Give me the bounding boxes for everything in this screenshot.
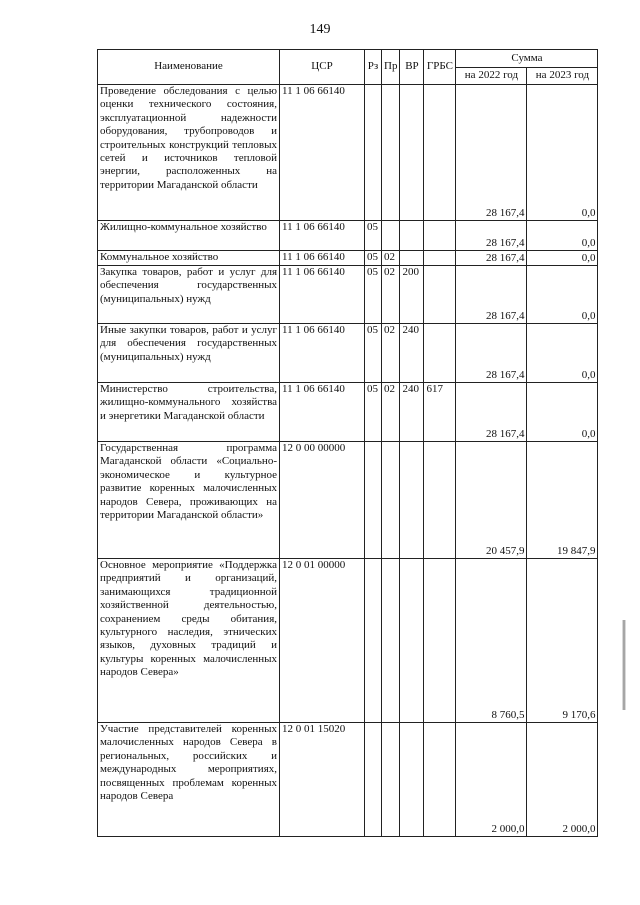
row-sum-2023: 9 170,6 — [527, 559, 598, 723]
row-pr: 02 — [382, 251, 400, 266]
row-pr — [382, 559, 400, 723]
row-sum-2022: 28 167,4 — [456, 383, 527, 442]
header-name: Наименование — [98, 50, 280, 85]
table-row — [98, 221, 598, 251]
row-pr — [382, 442, 400, 559]
header-pr: Пр — [382, 50, 400, 85]
row-rz — [365, 559, 382, 723]
row-sum-2022: 28 167,4 — [456, 85, 527, 221]
header-year-2023: на 2023 год — [527, 68, 598, 85]
header-rz: Рз — [365, 50, 382, 85]
row-name: Проведение обследования с целью оценки технического состояния, эксплуатационной надежности оборудования, трубопроводов и строительных конструкций тепловых сетей и источников тепловой энергии, расположенных на территории Магаданской области — [98, 85, 280, 221]
row-sum-2023: 19 847,9 — [527, 442, 598, 559]
scan-shadow — [622, 620, 626, 710]
row-vr — [400, 442, 424, 559]
row-name: Закупка товаров, работ и услуг для обеспечения государственных (муниципальных) нужд — [98, 266, 280, 324]
header-csr: ЦСР — [280, 50, 365, 85]
row-vr — [400, 85, 424, 221]
row-sum-2023: 0,0 — [527, 324, 598, 383]
table-row — [98, 383, 598, 442]
row-rz — [365, 442, 382, 559]
row-sum-2023: 0,0 — [527, 266, 598, 324]
table-body — [98, 85, 598, 837]
row-grbs — [424, 221, 456, 251]
row-csr: 11 1 06 66140 — [280, 324, 365, 383]
row-sum-2022: 28 167,4 — [456, 251, 527, 266]
table-row — [98, 266, 598, 324]
budget-table — [97, 49, 598, 837]
row-rz: 05 — [365, 266, 382, 324]
row-csr: 11 1 06 66140 — [280, 266, 365, 324]
header-sum: Сумма — [456, 50, 598, 68]
row-grbs — [424, 559, 456, 723]
header-year-2022: на 2022 год — [456, 68, 527, 85]
row-rz: 05 — [365, 383, 382, 442]
row-sum-2023: 2 000,0 — [527, 723, 598, 837]
row-vr: 240 — [400, 324, 424, 383]
row-pr — [382, 85, 400, 221]
header-vr: ВР — [400, 50, 424, 85]
row-sum-2022: 28 167,4 — [456, 221, 527, 251]
row-grbs — [424, 85, 456, 221]
row-sum-2023: 0,0 — [527, 251, 598, 266]
row-vr — [400, 251, 424, 266]
row-name: Иные закупки товаров, работ и услуг для обеспечения государственных (муниципальных) нужд — [98, 324, 280, 383]
row-name: Министерство строительства, жилищно-коммунального хозяйства и энергетики Магаданской области — [98, 383, 280, 442]
row-rz: 05 — [365, 221, 382, 251]
header-grbs: ГРБС — [424, 50, 456, 85]
row-grbs — [424, 324, 456, 383]
page-number: 149 — [309, 22, 331, 37]
row-csr: 11 1 06 66140 — [280, 251, 365, 266]
row-csr: 11 1 06 66140 — [280, 383, 365, 442]
row-csr: 12 0 01 00000 — [280, 559, 365, 723]
row-csr: 11 1 06 66140 — [280, 85, 365, 221]
row-pr: 02 — [382, 383, 400, 442]
row-grbs — [424, 442, 456, 559]
row-grbs — [424, 251, 456, 266]
table-row — [98, 442, 598, 559]
row-sum-2022: 20 457,9 — [456, 442, 527, 559]
table-row — [98, 85, 598, 221]
row-name: Участие представителей коренных малочисленных народов Севера в региональных, российских и международных мероприятиях, посвященных проблемам коренных народов Севера — [98, 723, 280, 837]
row-sum-2022: 8 760,5 — [456, 559, 527, 723]
row-sum-2023: 0,0 — [527, 383, 598, 442]
row-name: Основное мероприятие «Поддержка предприятий и организаций, занимающихся традиционной хозяйственной деятельностью, сохранением среды обитания, культурного наследия, этнических языков, духовных традиций и культуры коренных малочисленных народов Севера» — [98, 559, 280, 723]
row-name: Жилищно-коммунальное хозяйство — [98, 221, 280, 251]
row-csr: 12 0 00 00000 — [280, 442, 365, 559]
row-sum-2022: 28 167,4 — [456, 266, 527, 324]
row-name: Государственная программа Магаданской области «Социально-экономическое и культурное развитие коренных малочисленных народов Севера, проживающих на территории Магаданской области» — [98, 442, 280, 559]
row-grbs: 617 — [424, 383, 456, 442]
row-name: Коммунальное хозяйство — [98, 251, 280, 266]
table-row — [98, 251, 598, 266]
row-pr: 02 — [382, 324, 400, 383]
row-rz — [365, 723, 382, 837]
row-csr: 11 1 06 66140 — [280, 221, 365, 251]
row-grbs — [424, 266, 456, 324]
row-pr — [382, 221, 400, 251]
table-row — [98, 723, 598, 837]
row-sum-2023: 0,0 — [527, 85, 598, 221]
row-sum-2022: 2 000,0 — [456, 723, 527, 837]
row-rz: 05 — [365, 324, 382, 383]
row-vr — [400, 723, 424, 837]
row-vr: 240 — [400, 383, 424, 442]
row-sum-2023: 0,0 — [527, 221, 598, 251]
row-sum-2022: 28 167,4 — [456, 324, 527, 383]
row-rz — [365, 85, 382, 221]
row-vr — [400, 221, 424, 251]
row-rz: 05 — [365, 251, 382, 266]
row-csr: 12 0 01 15020 — [280, 723, 365, 837]
row-pr — [382, 723, 400, 837]
row-grbs — [424, 723, 456, 837]
table-row — [98, 559, 598, 723]
row-vr: 200 — [400, 266, 424, 324]
table-row — [98, 324, 598, 383]
row-pr: 02 — [382, 266, 400, 324]
row-vr — [400, 559, 424, 723]
